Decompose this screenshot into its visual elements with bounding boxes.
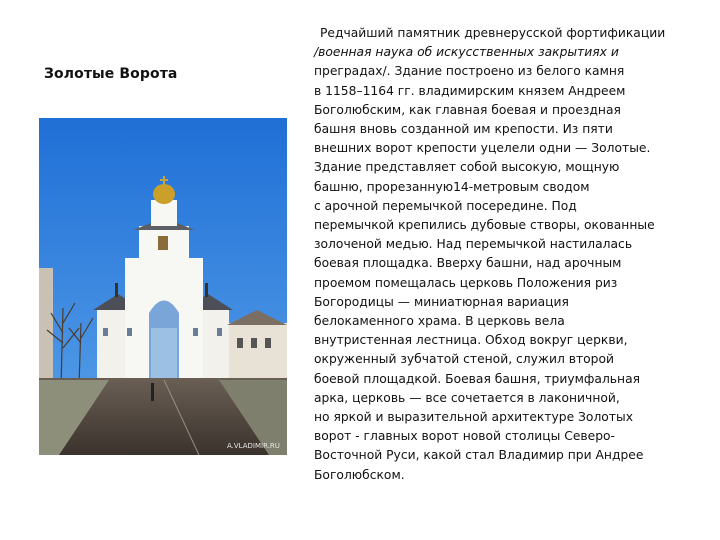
photo-watermark: A.VLADIMIR.RU <box>227 442 280 450</box>
body-line: боевая площадка. Вверху башни, над арочным <box>314 256 622 271</box>
body-line: арка, церковь — все сочетается в лаконичной, <box>314 390 620 405</box>
body-line: Редчайший памятник древнерусской фортификации <box>320 26 666 40</box>
body-line: ворот - главных ворот новой столицы Северо- <box>314 429 615 444</box>
body-line: в 1158–1164 гг. владимирским князем Андреем <box>314 83 626 98</box>
body-line: окруженный зубчатой стеной, служил второй <box>314 352 615 367</box>
slide-title: Золотые Ворота <box>44 66 178 82</box>
body-line: Здание представляет собой высокую, мощную <box>314 160 620 175</box>
body-line: /военная наука об искусственных закрытиях и <box>314 45 619 60</box>
body-text <box>314 24 684 485</box>
body-line: Боголюбском. <box>314 467 405 482</box>
golden-gate-photo <box>39 118 287 455</box>
body-line: башню, прорезанную14-метровым сводом <box>314 179 590 194</box>
body-line: Богородицы — миниатюрная вариация <box>314 294 569 309</box>
body-line: но яркой и выразительной архитектуре Золотых <box>314 410 633 425</box>
body-line: золоченой медью. Над перемычкой настилалась <box>314 237 633 252</box>
body-line: внешних ворот крепости уцелели одни — Золотые. <box>314 141 651 156</box>
body-line: перемычкой крепились дубовые створы, окованные <box>314 218 655 233</box>
body-line: внутристенная лестница. Обход вокруг церкви, <box>314 333 628 348</box>
body-line: с арочной перемычкой посередине. Под <box>314 198 577 213</box>
body-line: преградах/. Здание построено из белого камня <box>314 64 625 79</box>
body-line: Боголюбским, как главная боевая и проездная <box>314 102 621 117</box>
body-line: Восточной Руси, какой стал Владимир при Андрее <box>314 448 644 463</box>
body-line: башня вновь созданной им крепости. Из пяти <box>314 122 613 137</box>
body-line: белокаменного храма. В церковь вела <box>314 314 565 329</box>
body-line: боевой площадкой. Боевая башня, триумфальная <box>314 371 641 386</box>
body-line: проемом помещалась церковь Положения риз <box>314 275 618 290</box>
